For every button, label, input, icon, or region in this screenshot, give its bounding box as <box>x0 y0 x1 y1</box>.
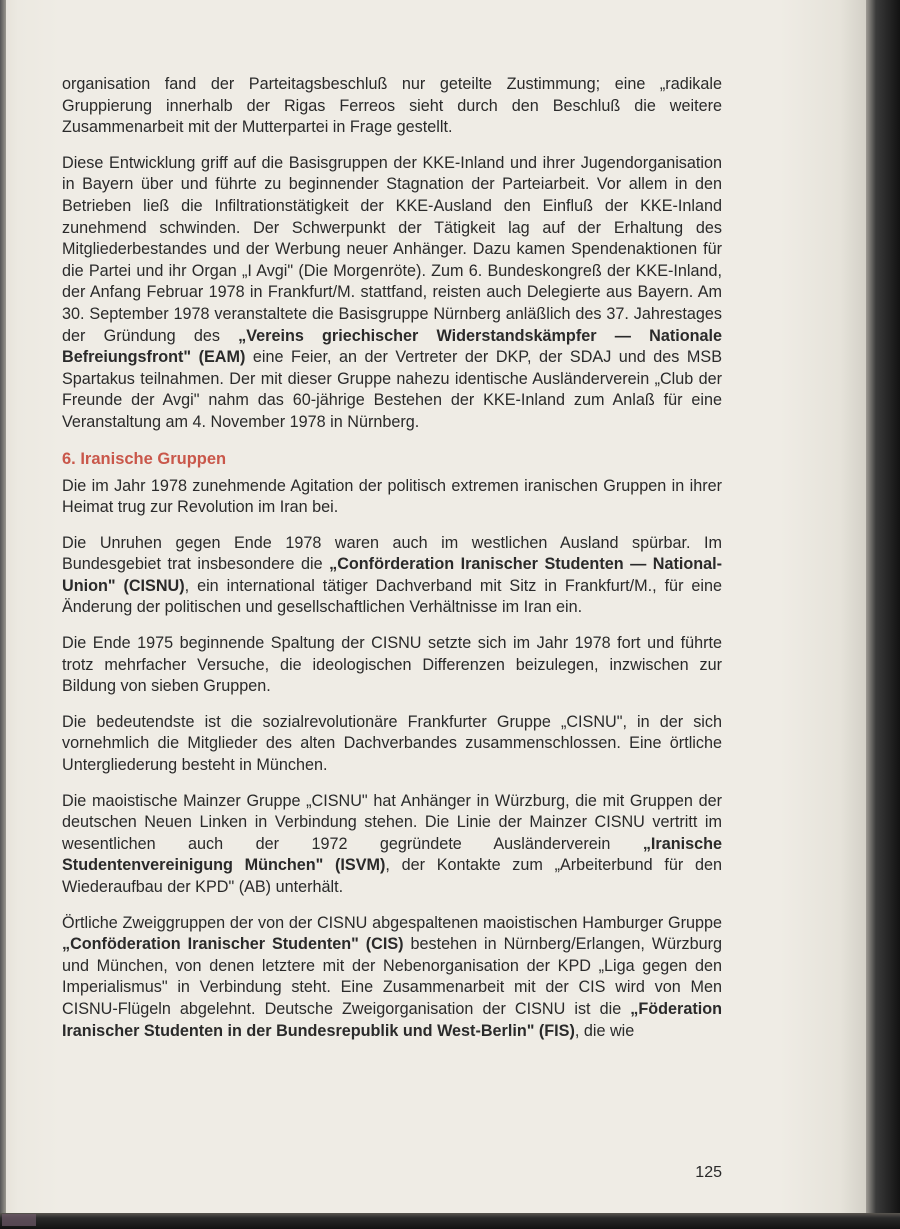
bold-organization-name: „Iranische Studentenvereinigung München" (ISVM) <box>62 834 722 875</box>
page-number: 125 <box>695 1164 722 1181</box>
text-run: Die maoistische Mainzer Gruppe „CISNU" hat Anhänger in Würzburg, die mit Gruppen der deutschen Neuen Linken in Verbindung stehen. Die Linie der Mainzer CISNU vertritt im wesentlichen auch der 1972 gegründete Ausländerverein <box>62 791 722 853</box>
text-run: Örtliche Zweiggruppen der von der CISNU abgespaltenen maoistischen Hamburger Gruppe <box>62 913 722 932</box>
bold-organization-name: „Conförderation Iranischer Studenten — National-Union" (CISNU) <box>62 555 722 595</box>
book-binding-right <box>866 0 900 1229</box>
bold-organization-name: „Vereins griechischer Widerstandskämpfer — Nationale Befreiungsfront" (EAM) <box>62 326 722 367</box>
body-text <box>62 74 722 1056</box>
paragraph <box>62 153 722 434</box>
text-run: , der Kontakte zum „Arbeiterbund für den Wiederaufbau der KPD" (AB) unterhält. <box>62 856 722 896</box>
book-binding-left <box>0 0 6 1229</box>
paragraph <box>62 74 722 139</box>
paragraph <box>62 791 722 899</box>
text-run: Die Unruhen gegen Ende 1978 waren auch im westlichen Ausland spürbar. Im Bundesgebiet trat insbesondere die <box>62 533 722 574</box>
paragraph <box>62 533 722 619</box>
bold-organization-name: „Föderation Iranischer Studenten in der Bundesrepublik und West-Berlin" (FIS) <box>62 999 722 1040</box>
text-run: Die Ende 1975 beginnende Spaltung der CISNU setzte sich im Jahr 1978 fort und führte trotz mehrfacher Versuche, die ideologischen Differenzen beizulegen, inzwischen zur Bildung von sieben Gruppen. <box>62 634 722 696</box>
text-run: bestehen in Nürnberg/Erlangen, Würzburg und München, von denen letztere mit der Nebenorganisation der KPD „Liga gegen den Imperialismus" in Verbindung steht. Eine Zusammenarbeit mit der CIS wird von Men CISNU-Flügeln abgelehnt. Deutsche Zweigorganisation der CISNU ist die <box>62 935 722 1018</box>
text-run: Die bedeutendste ist die sozialrevolutionäre Frankfurter Gruppe „CISNU", in der sich vornehmlich die Mitglieder des alten Dachverbandes zusammenschlossen. Eine örtliche Untergliederung besteht in München. <box>62 712 722 775</box>
paragraph <box>62 633 722 698</box>
corner-stamp <box>2 1214 36 1226</box>
text-run: eine Feier, an der Vertreter der DKP, der SDAJ und des MSB Spartakus teilnahmen. Der mit dieser Gruppe nahezu identische Ausländerverein „Club der Freunde der Avgi" nahm das 60-jährige Bestehen der KKE-Inland zum Anlaß für eine Veranstaltung am 4. November 1978 in Nürnberg. <box>62 348 722 431</box>
bold-organization-name: „Conföderation Iranischer Studenten" (CIS) <box>62 935 404 954</box>
text-run: Diese Entwicklung griff auf die Basisgruppen der KKE-Inland und ihrer Jugendorganisation in Bayern über und führte zu beginnender Stagnation der Parteiarbeit. Vor allem in den Betrieben ließ die Infiltrationstätigkeit der KKE-Ausland den Einfluß der KKE-Inland zunehmend schwinden. Der Schwerpunkt der Tätigkeit lag auf der Erhaltung des Mitgliederbestandes und der Werbung neuer Anhänger. Dazu kamen Spendenaktionen für die Partei und ihr Organ „I Avgi" (Die Morgenröte). Zum 6. Bundeskongreß der KKE-Inland, der Anfang Februar 1978 in Frankfurt/M. stattfand, reisten auch Delegierte aus Bayern. Am 30. September 1978 veranstaltete die Basisgruppe Nürnberg anläßlich des 37. Jahrestages der Gründung des <box>62 153 722 345</box>
section-heading: 6. Iranische Gruppen <box>62 449 227 468</box>
intro-paragraphs <box>62 74 722 434</box>
text-run: , die wie <box>574 1021 635 1040</box>
section-paragraphs <box>62 476 722 1043</box>
page-bottom-edge <box>0 1213 900 1229</box>
paragraph <box>62 476 722 519</box>
text-run: Die im Jahr 1978 zunehmende Agitation der politisch extremen iranischen Gruppen in ihrer Heimat trug zur Revolution im Iran bei. <box>62 476 722 517</box>
paragraph <box>62 712 722 777</box>
text-run: , ein international tätiger Dachverband mit Sitz in Frankfurt/M., für eine Änderung der politischen und gesellschaftlichen Verhältnisse im Iran ein. <box>62 576 722 617</box>
paragraph <box>62 913 722 1043</box>
text-run: organisation fand der Parteitagsbeschluß nur geteilte Zustimmung; eine „radikale Gruppierung innerhalb der Rigas Ferreos sieht durch den Beschluß die weitere Zusammenarbeit mit der Mutterpartei in Frage gestellt. <box>62 75 722 137</box>
